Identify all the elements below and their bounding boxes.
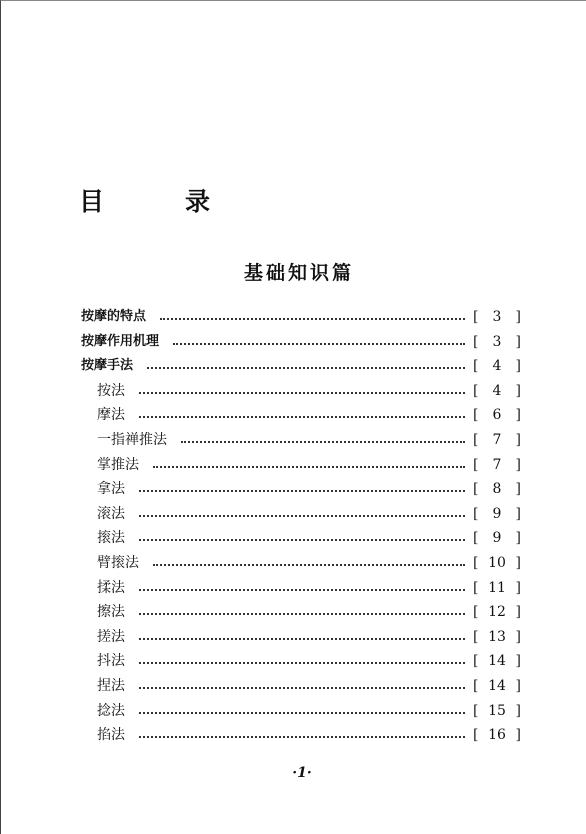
dot-leader [139,662,465,664]
toc-page-ref [473,331,521,353]
toc-entry-label: 臂㨰法 [97,555,139,571]
toc-page-number: 7 [492,432,502,448]
left-bracket: [ [473,702,479,719]
toc-page-ref [473,724,521,746]
dot-leader [139,490,465,492]
toc-entry[interactable] [97,577,521,599]
toc-entry[interactable] [97,650,521,672]
left-bracket: [ [473,358,479,375]
toc-entry-label: 滚法 [97,505,125,522]
toc-page-number: 7 [492,456,502,473]
toc-page-number: 9 [492,505,502,522]
toc-entry-label: 㨰法 [97,530,125,547]
toc-page-ref [473,503,521,525]
page-title: 目 录 [79,187,239,216]
dot-leader [139,515,465,517]
toc-entry-label: 摩法 [97,407,125,424]
toc-page-ref [473,700,521,722]
dot-leader [139,712,465,714]
toc-entry[interactable] [97,503,521,525]
dot-leader [153,564,465,566]
left-bracket: [ [473,678,479,694]
toc-entry[interactable] [97,404,521,426]
toc-entry-label: 按摩的特点 [81,309,147,324]
dot-leader [181,441,465,443]
left-bracket: [ [473,505,479,522]
right-bracket: ] [515,579,521,596]
right-bracket: ] [515,653,521,670]
toc-page-ref [473,527,521,549]
dot-leader [139,589,465,591]
dot-leader [139,736,465,738]
right-bracket: ] [515,456,521,473]
toc-page-ref [473,355,521,377]
dot-leader [139,638,465,640]
toc-page-number: 10 [488,555,506,571]
left-bracket: [ [473,604,479,621]
dot-leader [173,343,465,345]
dot-leader [139,392,465,394]
toc-entry-label: 捻法 [97,702,125,719]
toc-page-number: 8 [492,481,502,498]
right-bracket: ] [515,628,521,645]
toc-entry[interactable] [97,527,521,549]
right-bracket: ] [515,432,521,448]
toc-entry-label: 掌推法 [97,456,139,473]
toc-entry[interactable] [97,478,521,500]
toc-page-ref [473,675,521,697]
left-bracket: [ [473,333,479,350]
toc-page-ref [473,306,521,328]
left-bracket: [ [473,382,479,399]
right-bracket: ] [515,678,521,694]
toc-entry-label: 搓法 [97,628,125,645]
toc-entry[interactable] [97,454,521,476]
toc-page-number: 12 [488,604,506,621]
toc-page-number: 14 [488,653,506,670]
right-bracket: ] [515,505,521,522]
toc-page-number: 14 [488,678,506,694]
toc-page-ref [473,380,521,402]
toc-page-number: 11 [488,579,506,596]
toc-entry-label: 捏法 [97,678,125,694]
dot-leader [147,367,465,369]
left-bracket: [ [473,579,479,596]
right-bracket: ] [515,333,521,350]
right-bracket: ] [515,530,521,547]
toc-page-ref [473,454,521,476]
toc-page-number: 4 [492,382,502,399]
right-bracket: ] [515,702,521,719]
right-bracket: ] [515,555,521,571]
right-bracket: ] [515,727,521,744]
right-bracket: ] [515,407,521,424]
toc-page-number: 16 [488,727,506,744]
dot-leader [139,539,465,541]
toc-page-number: 3 [492,333,502,350]
dot-leader [139,687,465,689]
toc-entry[interactable] [97,380,521,402]
section-title: 基础知识篇 [243,262,354,284]
toc-page-ref [473,577,521,599]
left-bracket: [ [473,555,479,571]
toc-entry-label: 按法 [97,382,125,399]
toc-entry[interactable] [97,700,521,722]
toc-entry[interactable] [97,429,521,451]
toc-entry[interactable] [81,306,521,328]
toc-page-number: 4 [492,358,502,375]
toc-entry-label: 拿法 [97,481,125,498]
toc-entry-label: 按摩手法 [81,358,134,374]
toc-entry-label: 抖法 [97,653,125,670]
right-bracket: ] [515,481,521,498]
right-bracket: ] [515,309,521,325]
left-bracket: [ [473,653,479,670]
left-bracket: [ [473,456,479,473]
left-bracket: [ [473,407,479,424]
toc-page-number: 3 [492,309,502,325]
toc-entry[interactable] [81,331,521,353]
toc-entry-label: 一指禅推法 [97,432,167,448]
toc-entry[interactable] [97,601,521,623]
page-number: ·1· [292,765,312,781]
dot-leader [139,613,465,615]
right-bracket: ] [515,382,521,399]
right-bracket: ] [515,604,521,621]
toc-entry[interactable] [97,626,521,648]
toc-page-ref [473,626,521,648]
left-bracket: [ [473,727,479,744]
dot-leader [160,318,465,320]
toc-entry[interactable] [81,355,521,377]
dot-leader [139,416,465,418]
toc-page-ref [473,404,521,426]
toc-entry-label: 擦法 [97,604,125,621]
toc-page-number: 15 [488,702,506,719]
toc-entry[interactable] [97,675,521,697]
right-bracket: ] [515,358,521,375]
toc-entry-label: 按摩作用机理 [81,333,160,349]
toc-entry[interactable] [97,552,521,574]
toc-page-ref [473,429,521,451]
left-bracket: [ [473,628,479,645]
left-bracket: [ [473,432,479,448]
toc-page-number: 9 [492,530,502,547]
toc-entry-label: 揉法 [97,579,125,596]
toc-page-ref [473,478,521,500]
left-bracket: [ [473,530,479,547]
toc-page-ref [473,650,521,672]
dot-leader [153,466,465,468]
toc-page-ref [473,601,521,623]
toc-page-number: 13 [488,628,506,645]
left-bracket: [ [473,309,479,325]
left-bracket: [ [473,481,479,498]
toc-page-number: 6 [492,407,502,424]
toc-entry[interactable] [97,724,521,746]
toc-page-ref [473,552,521,574]
toc-entry-label: 掐法 [97,727,125,744]
